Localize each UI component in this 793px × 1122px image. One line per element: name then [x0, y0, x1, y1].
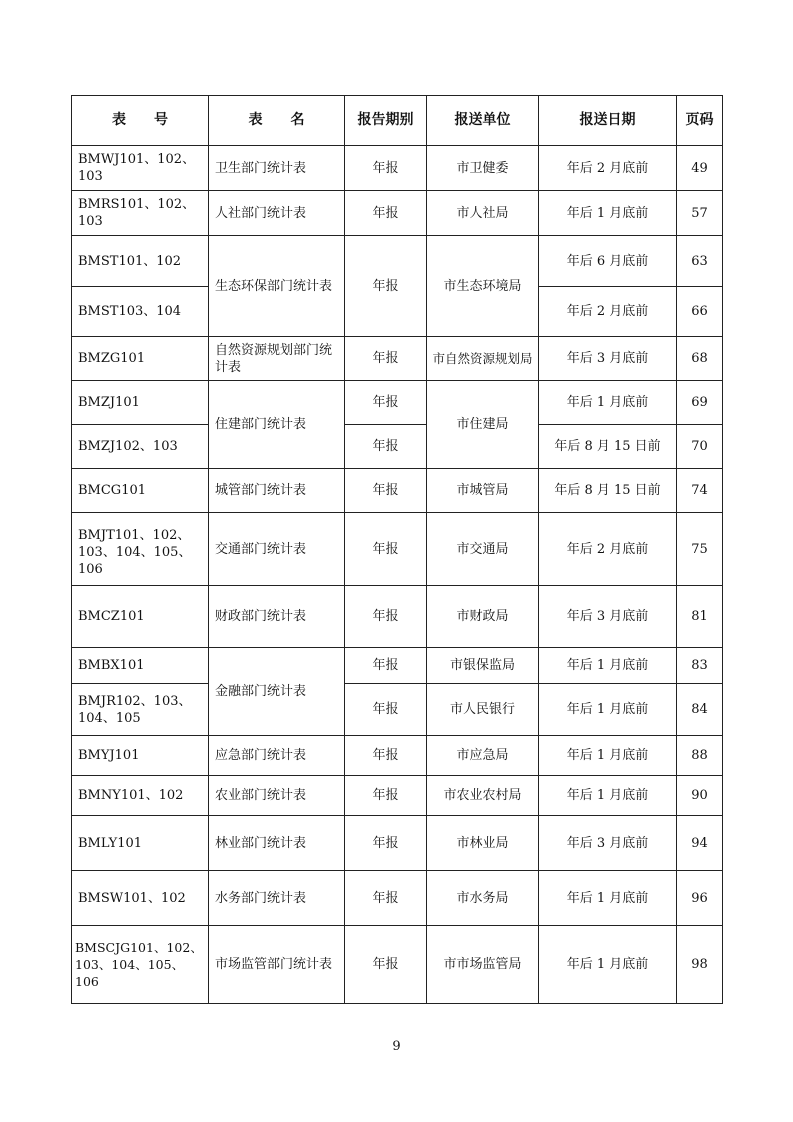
table-name-cell: 交通部门统计表: [209, 513, 345, 586]
submission-date-cell: 年后 2 月底前: [539, 513, 677, 586]
table-code-cell: BMRS101、102、103: [72, 191, 209, 236]
page-number-cell: 75: [677, 513, 723, 586]
report-period-cell: 年报: [345, 736, 427, 776]
table-name-cell: 水务部门统计表: [209, 871, 345, 926]
header-row: [72, 96, 723, 146]
table-row: [72, 191, 723, 236]
submitting-unit-cell: 市林业局: [427, 816, 539, 871]
table-code-cell: BMLY101: [72, 816, 209, 871]
submission-date-cell: 年后 3 月底前: [539, 586, 677, 648]
submission-date-cell: 年后 8 月 15 日前: [539, 469, 677, 513]
page-number-cell: 81: [677, 586, 723, 648]
submitting-unit-cell: 市银保监局: [427, 648, 539, 684]
table-row: [72, 648, 723, 684]
submitting-unit-cell: 市住建局: [427, 381, 539, 469]
submission-date-cell: 年后 1 月底前: [539, 684, 677, 736]
table-name-cell: 卫生部门统计表: [209, 146, 345, 191]
report-period-cell: 年报: [345, 871, 427, 926]
table-row: [72, 236, 723, 287]
page-number-cell: 83: [677, 648, 723, 684]
report-period-cell: 年报: [345, 381, 427, 425]
submission-date-cell: 年后 2 月底前: [539, 146, 677, 191]
table-name-cell: 生态环保部门统计表: [209, 236, 345, 337]
table-code-cell: BMJR102、103、104、105: [72, 684, 209, 736]
table-name-cell: 金融部门统计表: [209, 648, 345, 736]
submitting-unit-cell: 市卫健委: [427, 146, 539, 191]
page-number-cell: 57: [677, 191, 723, 236]
table-code-cell: BMCG101: [72, 469, 209, 513]
report-period-cell: 年报: [345, 469, 427, 513]
submitting-unit-cell: 市市场监管局: [427, 926, 539, 1004]
page-number-cell: 69: [677, 381, 723, 425]
submission-date-cell: 年后 3 月底前: [539, 816, 677, 871]
table-row: [72, 337, 723, 381]
table-code-cell: BMCZ101: [72, 586, 209, 648]
table-row: [72, 871, 723, 926]
submission-date-cell: 年后 1 月底前: [539, 191, 677, 236]
table-code-cell: BMSCJG101、102、103、104、105、106: [72, 926, 209, 1004]
page-number-cell: 90: [677, 776, 723, 816]
table-name-cell: 林业部门统计表: [209, 816, 345, 871]
page-number-cell: 68: [677, 337, 723, 381]
page-number-cell: 66: [677, 287, 723, 337]
submitting-unit-cell: 市应急局: [427, 736, 539, 776]
submitting-unit-cell: 市自然资源规划局: [427, 337, 539, 381]
submission-date-cell: 年后 1 月底前: [539, 648, 677, 684]
table-name-cell: 自然资源规划部门统计表: [209, 337, 345, 381]
report-period-cell: 年报: [345, 146, 427, 191]
table-row: [72, 926, 723, 1004]
report-period-cell: 年报: [345, 236, 427, 337]
table-code-cell: BMST101、102: [72, 236, 209, 287]
table-row: [72, 469, 723, 513]
table-code-cell: BMYJ101: [72, 736, 209, 776]
table-row: [72, 513, 723, 586]
submission-date-cell: 年后 2 月底前: [539, 287, 677, 337]
submitting-unit-cell: 市交通局: [427, 513, 539, 586]
table-row: [72, 816, 723, 871]
submitting-unit-cell: 市农业农村局: [427, 776, 539, 816]
table-code-cell: BMSW101、102: [72, 871, 209, 926]
page-number-cell: 70: [677, 425, 723, 469]
report-period-cell: 年报: [345, 926, 427, 1004]
submission-date-cell: 年后 8 月 15 日前: [539, 425, 677, 469]
page-number-cell: 94: [677, 816, 723, 871]
header-table-name: 表 名: [209, 96, 345, 146]
header-submission-date: 报送日期: [539, 96, 677, 146]
page-number: 9: [392, 1039, 401, 1054]
table-name-cell: 财政部门统计表: [209, 586, 345, 648]
submitting-unit-cell: 市生态环境局: [427, 236, 539, 337]
submitting-unit-cell: 市人民银行: [427, 684, 539, 736]
submission-date-cell: 年后 1 月底前: [539, 926, 677, 1004]
table-code-cell: BMZJ101: [72, 381, 209, 425]
page-number-cell: 63: [677, 236, 723, 287]
table-name-cell: 农业部门统计表: [209, 776, 345, 816]
submitting-unit-cell: 市城管局: [427, 469, 539, 513]
submitting-unit-cell: 市人社局: [427, 191, 539, 236]
table-code-cell: BMJT101、102、103、104、105、106: [72, 513, 209, 586]
report-period-cell: 年报: [345, 337, 427, 381]
table-code-cell: BMZG101: [72, 337, 209, 381]
page-number-cell: 74: [677, 469, 723, 513]
table-row: [72, 776, 723, 816]
report-period-cell: 年报: [345, 513, 427, 586]
table-row: [72, 684, 723, 736]
table-name-cell: 市场监管部门统计表: [209, 926, 345, 1004]
page-number-cell: 84: [677, 684, 723, 736]
table-name-cell: 应急部门统计表: [209, 736, 345, 776]
table-name-cell: 住建部门统计表: [209, 381, 345, 469]
submission-date-cell: 年后 1 月底前: [539, 871, 677, 926]
table-row: [72, 381, 723, 425]
submission-date-cell: 年后 1 月底前: [539, 381, 677, 425]
submission-date-cell: 年后 3 月底前: [539, 337, 677, 381]
table-row: [72, 425, 723, 469]
table-row: [72, 146, 723, 191]
submitting-unit-cell: 市财政局: [427, 586, 539, 648]
page-number-cell: 96: [677, 871, 723, 926]
submission-date-cell: 年后 6 月底前: [539, 236, 677, 287]
statistics-table: [71, 95, 723, 1004]
table-row: [72, 736, 723, 776]
table-code-cell: BMST103、104: [72, 287, 209, 337]
table-code-cell: BMWJ101、102、103: [72, 146, 209, 191]
report-period-cell: 年报: [345, 776, 427, 816]
submitting-unit-cell: 市水务局: [427, 871, 539, 926]
table-code-cell: BMNY101、102: [72, 776, 209, 816]
report-period-cell: 年报: [345, 684, 427, 736]
page-number-cell: 98: [677, 926, 723, 1004]
header-submitting-unit: 报送单位: [427, 96, 539, 146]
submission-date-cell: 年后 1 月底前: [539, 736, 677, 776]
header-table-code: 表 号: [72, 96, 209, 146]
header-report-period: 报告期别: [345, 96, 427, 146]
table-row: [72, 586, 723, 648]
report-period-cell: 年报: [345, 586, 427, 648]
submission-date-cell: 年后 1 月底前: [539, 776, 677, 816]
table-name-cell: 城管部门统计表: [209, 469, 345, 513]
table-code-cell: BMZJ102、103: [72, 425, 209, 469]
report-period-cell: 年报: [345, 191, 427, 236]
report-period-cell: 年报: [345, 425, 427, 469]
page-number-cell: 88: [677, 736, 723, 776]
report-period-cell: 年报: [345, 816, 427, 871]
table-code-cell: BMBX101: [72, 648, 209, 684]
table-name-cell: 人社部门统计表: [209, 191, 345, 236]
page-number-cell: 49: [677, 146, 723, 191]
header-page-number: 页码: [677, 96, 723, 146]
report-period-cell: 年报: [345, 648, 427, 684]
